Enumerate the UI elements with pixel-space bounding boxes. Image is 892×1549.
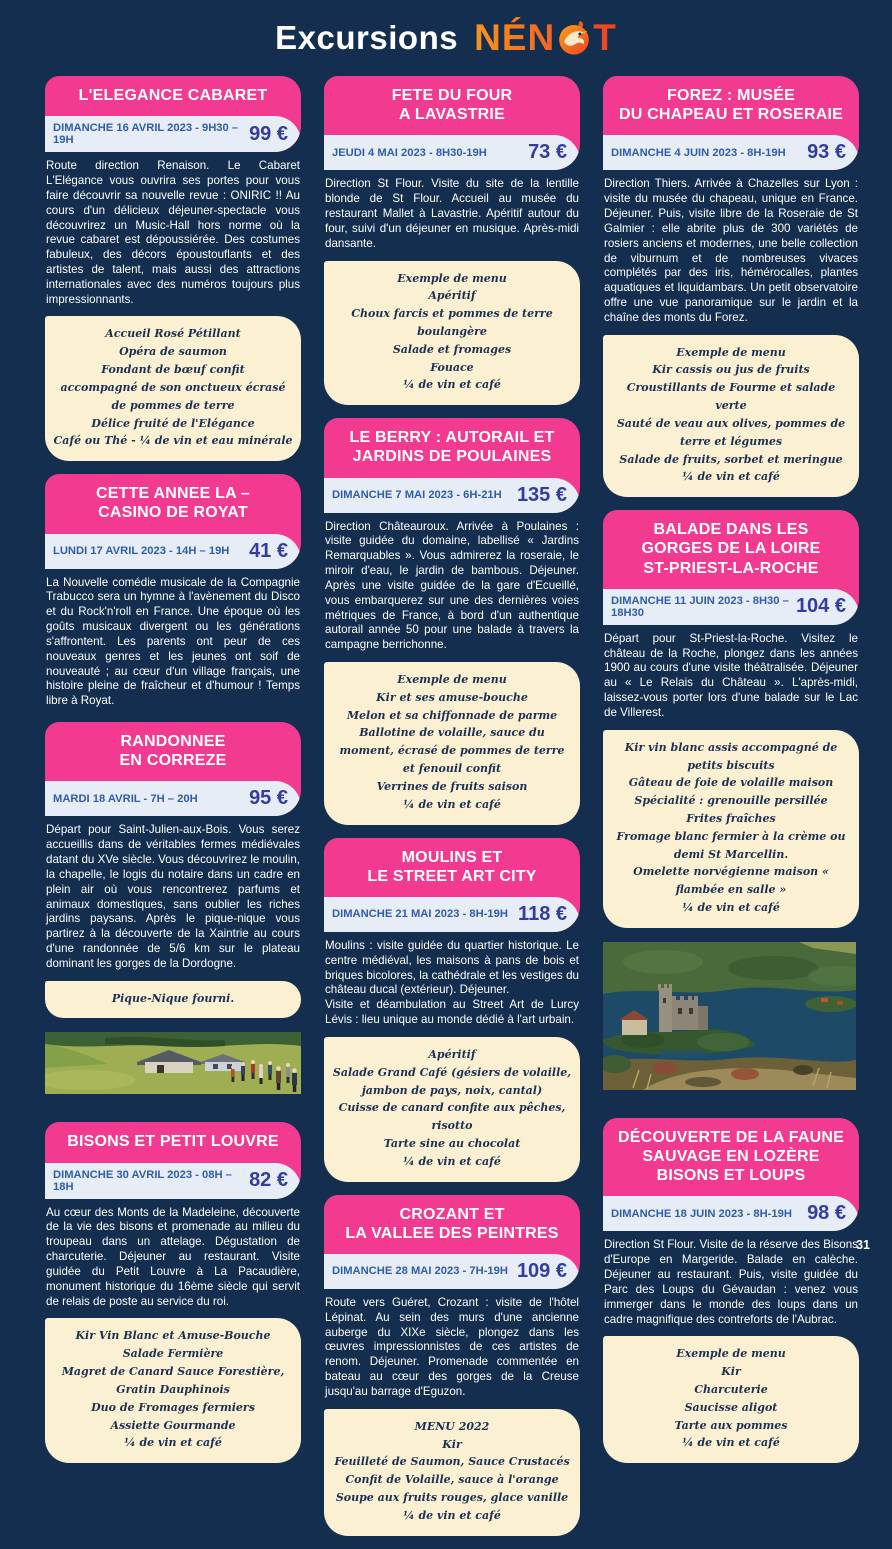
menu-box <box>603 1336 859 1463</box>
menu-line: Tarte sine au chocolat <box>383 1136 521 1150</box>
menu-line: Fromage blanc fermier à la crème ou demi St Marcellin. <box>616 829 846 861</box>
excursion-title <box>324 838 580 897</box>
excursion-card <box>603 76 859 497</box>
menu-line: Assiette Gourmande <box>110 1418 236 1432</box>
menu-line: Gâteau de foie de volaille maison <box>628 776 834 790</box>
excursion-description <box>604 632 858 721</box>
excursion-title <box>603 76 859 135</box>
menu-box <box>603 335 859 498</box>
body-paragraph: Direction St Flour. Visite de la réserve des Bisons d'Europe en Margeride. Balade en calèche. Déjeuner au restaurant. Puis, visite guidée du Parc des Loups du Gévaudan : venez vous immerger dans le monde des loups dans un cadre magnifique des contreforts de l'Aubrac. <box>604 1238 858 1326</box>
card-header <box>324 1195 580 1289</box>
card-header <box>324 838 580 932</box>
body-paragraph: Départ pour St-Priest-la-Roche. Visitez le château de la Roche, plongez dans les années 1900 au cours d'une visite théâtralisée. Déjeuner au « Le Relais du Château ». L'après-midi, laissez-vous porter lors d'une balade sur le Lac de Villerest. <box>604 631 858 719</box>
excursion-description <box>604 1238 858 1327</box>
loire-gorges-castle-photo <box>603 942 859 1090</box>
excursion-title <box>45 1122 301 1162</box>
date-price-bar <box>603 589 859 625</box>
menu-line: Pique-Nique fourni. <box>111 991 235 1005</box>
menu-box <box>324 1037 580 1182</box>
excursion-description <box>325 1296 579 1400</box>
menu-line: Soupe aux fruits rouges, glace vanille <box>335 1490 569 1504</box>
menu-line: Exemple de menu <box>397 673 507 687</box>
excursion-price: 99 € <box>249 122 288 145</box>
menu-line: ¼ de vin et café <box>682 901 780 914</box>
menu-line: Spécialité : grenouille persillée <box>634 794 828 808</box>
menu-line: Exemple de menu <box>676 1347 786 1361</box>
card-header <box>45 474 301 568</box>
brand-prefix: NÉN <box>474 17 556 58</box>
cards-grid <box>0 76 892 1549</box>
excursion-description <box>46 576 300 709</box>
excursion-card <box>324 418 580 824</box>
title-line: FOREZ : MUSÉE <box>667 87 795 104</box>
menu-line: Verrines de fruits saison <box>376 779 528 793</box>
menu-box <box>324 1409 580 1536</box>
excursion-description <box>325 177 579 251</box>
excursion-card <box>45 474 301 709</box>
excursion-price: 73 € <box>528 141 567 164</box>
excursion-title <box>603 510 859 589</box>
menu-line: Feuilleté de Saumon, Sauce Crustacés <box>334 1455 570 1469</box>
body-paragraph: Route direction Renaison. Le Cabaret L'Elégance vous ouvrira ses portes pour vous faire découvrir sa nouvelle revue : ONIRIC !! Au cours d'un délicieux déjeuner-spectacle vous découvrirez un Music-Hall hors norme où la revue cabaret est dépoussiérée. Des costumes fabuleux, des décors époustouflants et des artistes de talent, mais aussi des attractions internationales avec des numéros toujours plus impressionnants. <box>46 159 300 306</box>
date-price-bar <box>324 478 580 513</box>
menu-line: Exemple de menu <box>397 271 507 285</box>
menu-line: Opéra de saumon <box>119 345 227 359</box>
excursion-title <box>603 1118 859 1197</box>
body-paragraph: Direction St Flour. Visite du site de la lentille blonde de St Flour. Accueil au musée du restaurant Mallet à Lavastrie. Apéritif autour du four, suivi d'un déjeuner en musique. Après-midi dansante. <box>325 177 579 250</box>
menu-line: Salade de fruits, sorbet et meringue <box>619 452 843 466</box>
excursion-card <box>45 1122 301 1463</box>
menu-box <box>45 981 301 1019</box>
card-header <box>603 1118 859 1232</box>
column-2 <box>324 76 580 1549</box>
menu-line: Charcuterie <box>694 1382 768 1396</box>
menu-box <box>45 316 301 461</box>
excursion-title <box>45 474 301 533</box>
menu-line: Confit de Volaille, sauce à l'orange <box>345 1473 559 1487</box>
title-line: BISONS ET PETIT LOUVRE <box>67 1133 279 1151</box>
excursion-description <box>46 823 300 971</box>
excursion-price: 41 € <box>249 539 288 562</box>
brand-suffix: T <box>593 17 617 58</box>
body-paragraph: Route vers Guéret, Crozant : visite de l'hôtel Lépinat. Au sein des murs d'une ancienne auberge du XIXe siècle, plongez dans les œuvres impressionnistes de ces artistes de renom. Déjeuner. Promenade commentée en bateau au cœur des gorges de la Creuse jusqu'au barrage d'Eguzon. <box>325 1295 579 1398</box>
menu-line: Cuisse de canard confite aux pêches, risotto <box>338 1101 566 1133</box>
menu-box <box>603 730 859 928</box>
title-line: BISONS ET LOUPS <box>656 1167 806 1185</box>
title-line: DU CHAPEAU ET ROSERAIE <box>619 106 843 124</box>
menu-line: Sauté de veau aux olives, pommes de terre et légumes <box>616 416 846 448</box>
menu-line: Kir vin blanc assis accompagné de petits biscuits <box>624 740 838 772</box>
card-header <box>603 76 859 170</box>
menu-line: ¼ de vin et café <box>403 1154 501 1168</box>
title-line: CROZANT ET <box>399 1205 505 1223</box>
excursion-date: JEUDI 4 MAI 2023 - 8H30-19H <box>332 146 487 159</box>
menu-line: Saucisse aligot <box>684 1400 778 1414</box>
excursion-card <box>324 76 580 405</box>
excursion-price: 98 € <box>807 1202 846 1225</box>
card-header <box>45 1122 301 1198</box>
excursion-date: DIMANCHE 7 MAI 2023 - 6H-21H <box>332 489 502 502</box>
title-line: L'ELEGANCE CABARET <box>78 87 268 104</box>
nenot-bird-logo-icon <box>556 20 592 56</box>
excursion-card <box>324 1195 580 1536</box>
excursion-date: MARDI 18 AVRIL - 7H – 20H <box>53 792 198 805</box>
excursion-description <box>46 159 300 307</box>
menu-line: ¼ de vin et café <box>682 470 780 484</box>
excursion-title <box>45 76 301 116</box>
menu-line: Café ou Thé - ¼ de vin et eau minérale <box>53 434 293 448</box>
date-price-bar <box>45 1163 301 1199</box>
menu-box <box>324 662 580 825</box>
card-header <box>45 722 301 816</box>
excursion-price: 104 € <box>795 595 846 618</box>
body-paragraph: Moulins : visite guidée du quartier historique. Le centre médiéval, les maisons à pans de bois et briques bicolores, la cathédrale et les vestiges du château ducal (extérieur). Déjeuner. <box>325 938 579 997</box>
excursion-price: 93 € <box>807 141 846 164</box>
menu-line: Fouace <box>430 360 474 374</box>
excursion-date: DIMANCHE 11 JUIN 2023 - 8H30 – 18H30 <box>611 594 789 619</box>
menu-box <box>45 1318 301 1463</box>
hiking-group-photo <box>45 1032 301 1094</box>
title-line: CASINO DE ROYAT <box>98 504 248 522</box>
excursion-card <box>324 838 580 1182</box>
menu-line: Omelette norvégienne maison « flambée en salle » <box>633 865 829 897</box>
menu-line: Magret de Canard Sauce Forestière, Gratin Dauphinois <box>61 1365 285 1396</box>
menu-line: Kir et ses amuse-bouche <box>376 690 528 704</box>
body-paragraph: Direction Châteauroux. Arrivée à Poulaines : visite guidée du domaine, labellisé « Jardins Remarquables ». Vous admirerez la roseraie, le miroir d'eau, le jardin de bambous. Déjeuner. Après une visite guidée de la gare d'Ecueillé, vous embarquerez sur une des dernières voies métriques de France, à bord d'un authentique autorail année 50 pour une balade à travers la campagne berrichonne. <box>325 519 579 652</box>
card-header <box>324 418 580 512</box>
excursion-price: 109 € <box>516 1259 567 1282</box>
menu-line: Apéritif <box>428 1047 476 1061</box>
menu-line: Kir <box>442 1437 462 1451</box>
page-title: Excursions <box>275 19 459 56</box>
excursion-title <box>45 722 301 781</box>
menu-line: Frites fraîches <box>686 811 776 825</box>
excursion-description <box>46 1206 300 1310</box>
title-line: JARDINS DE POULAINES <box>352 448 552 466</box>
menu-line: accompagné de son onctueux écrasé de pommes de terre <box>60 380 286 412</box>
menu-line: Duo de Fromages fermiers <box>91 1400 255 1414</box>
excursion-date: DIMANCHE 28 MAI 2023 - 7H-19H <box>332 1265 508 1278</box>
excursion-title <box>324 418 580 477</box>
excursion-date: LUNDI 17 AVRIL 2023 - 14H – 19H <box>53 545 230 558</box>
body-paragraph: Visite et déambulation au Street Art de Lurcy Lévis : lieu unique au monde dédié à l'art urbain. <box>325 998 579 1027</box>
date-price-bar <box>603 135 859 170</box>
excursion-title <box>324 1195 580 1254</box>
menu-line: Exemple de menu <box>676 345 786 359</box>
title-line: LE STREET ART CITY <box>367 867 537 885</box>
date-price-bar <box>45 534 301 569</box>
card-header <box>45 76 301 152</box>
excursion-card <box>45 76 301 461</box>
excursion-description <box>325 939 579 1028</box>
title-line: LA VALLEE DES PEINTRES <box>345 1224 559 1242</box>
excursion-date: DIMANCHE 16 AVRIL 2023 - 9H30 – 19H <box>53 122 239 147</box>
date-price-bar <box>324 135 580 170</box>
title-line: A LAVASTRIE <box>399 106 505 124</box>
title-line: BALADE DANS LES <box>653 521 809 539</box>
menu-line: ¼ de vin et café <box>403 1508 501 1522</box>
excursion-card <box>603 1118 859 1463</box>
excursion-card <box>603 510 859 928</box>
excursion-price: 95 € <box>249 787 288 810</box>
card-header <box>324 76 580 170</box>
date-price-bar <box>324 897 580 932</box>
date-price-bar <box>45 781 301 816</box>
excursion-date: DIMANCHE 4 JUIN 2023 - 8H-19H <box>611 146 786 159</box>
excursion-price: 82 € <box>249 1169 288 1192</box>
menu-line: Melon et sa chiffonnade de parme <box>346 708 558 722</box>
page-number: 31 <box>856 1238 870 1252</box>
menu-line: Kir <box>721 1365 741 1379</box>
body-paragraph: Départ pour Saint-Julien-aux-Bois. Vous serez accueillis dans de véritables fermes médiévales datant du XVe siècle. Vous découvrirez le moulin, la chapelle, le logis du notaire dans un cadre en plein air où vous rencontrerez parfums et animaux domestiques, sans oublier les riches jardins paysans. Après le pique-nique vous partirez à la découverte de la Xaintrie au cours d'une randonnée de 5/6 km sur le plateau dominant les gorges de la Dordogne. <box>46 823 300 970</box>
excursion-price: 118 € <box>518 902 567 925</box>
menu-line: Salade Fermière <box>122 1347 224 1361</box>
date-price-bar <box>324 1254 580 1289</box>
menu-line: Tarte aux pommes <box>674 1418 788 1432</box>
menu-line: Délice fruité de l'Elégance <box>91 416 255 430</box>
menu-line: Apéritif <box>428 289 476 303</box>
menu-line: Accueil Rosé Pétillant <box>105 327 241 341</box>
title-line: LE BERRY : AUTORAIL ET <box>349 429 555 447</box>
menu-line: Salade et fromages <box>392 342 512 356</box>
title-line: SAUVAGE EN LOZÈRE <box>642 1148 820 1165</box>
menu-line: ¼ de vin et café <box>403 378 501 392</box>
title-line: FETE DU FOUR <box>391 87 513 104</box>
body-paragraph: Direction Thiers. Arrivée à Chazelles sur Lyon : visite du musée du chapeau, unique en France. Déjeuner. Puis, visite libre de la Roseraie de St Galmier : elle abrite plus de 300 variétés de rosiers anciens et modernes, une belle collection de viburnum et de nombreuses vivaces complétés par des iris, hémérocalles, plantes aquatiques et liquidambars. Un petit observatoire offre une vue panoramique sur le jardin et la chaîne des monts du Forez. <box>604 177 858 324</box>
column-1 <box>45 76 301 1476</box>
date-price-bar <box>603 1196 859 1231</box>
excursion-description <box>604 177 858 325</box>
menu-line: ¼ de vin et café <box>124 1436 222 1450</box>
menu-line: Kir Vin Blanc et Amuse-Bouche <box>75 1329 271 1343</box>
body-paragraph: Au cœur des Monts de la Madeleine, découverte de la vie des bisons et promenade au milieu du troupeau dans un attelage. Dégustation de charcuterie. Déjeuner au restaurant. Visite guidée du Petit Louvre à La Pacaudière, monument historique du 16ème siècle qui servit de relais de poste au service du roi. <box>46 1205 300 1308</box>
excursion-date: DIMANCHE 30 AVRIL 2023 - 08H – 18H <box>53 1168 232 1193</box>
brand-logo <box>474 17 617 59</box>
title-line: CETTE ANNEE LA – <box>95 485 251 503</box>
title-line: DÉCOUVERTE DE LA FAUNE <box>617 1128 845 1146</box>
menu-line: Salade Grand Café (gésiers de volaille, jambon de pays, noix, cantal) <box>332 1065 572 1097</box>
excursion-title <box>324 76 580 135</box>
menu-line: Kir cassis ou jus de fruits <box>652 363 810 377</box>
menu-line: ¼ de vin et café <box>682 1436 780 1450</box>
title-line: EN CORREZE <box>119 752 227 770</box>
title-line: RANDONNEE <box>120 732 226 750</box>
date-price-bar <box>45 116 301 152</box>
excursion-price: 135 € <box>516 483 567 506</box>
title-line: ST-PRIEST-LA-ROCHE <box>643 559 819 577</box>
card-header <box>603 510 859 625</box>
excursion-description <box>325 520 579 653</box>
excursion-date: DIMANCHE 21 MAI 2023 - 8H-19H <box>332 908 508 921</box>
body-paragraph: La Nouvelle comédie musicale de la Compagnie Trabucco sera un hymne à l'avènement du Disco et du Rock'n'roll en France. Une époque où les goûts musicaux divergent ou les générations s'affrontent. Les parents ont peur de ces nouveaux genres et les jeunes ont soif de nouveauté ; au cœur d'un village français, une histoire pleine de fraîcheur et d'humour ! Temps libre à Royat. <box>46 575 300 708</box>
menu-line: ¼ de vin et café <box>403 797 501 811</box>
page-header <box>0 0 892 76</box>
menu-line: MENU 2022 <box>414 1419 490 1433</box>
excursion-date: DIMANCHE 18 JUIN 2023 - 8H-19H <box>611 1207 792 1220</box>
menu-line: Ballotine de volaille, sauce du moment, écrasé de pommes de terre et fenouil confit <box>339 726 565 776</box>
column-3 <box>603 76 859 1476</box>
menu-box <box>324 261 580 406</box>
title-line: MOULINS ET <box>401 848 503 866</box>
excursion-card <box>45 722 301 1018</box>
menu-line: Fondant de bœuf confit <box>101 363 245 377</box>
menu-line: Croustillants de Fourme et salade verte <box>626 381 836 413</box>
title-line: GORGES DE LA LOIRE <box>641 540 821 558</box>
menu-line: Choux farcis et pommes de terre boulangère <box>351 307 553 338</box>
